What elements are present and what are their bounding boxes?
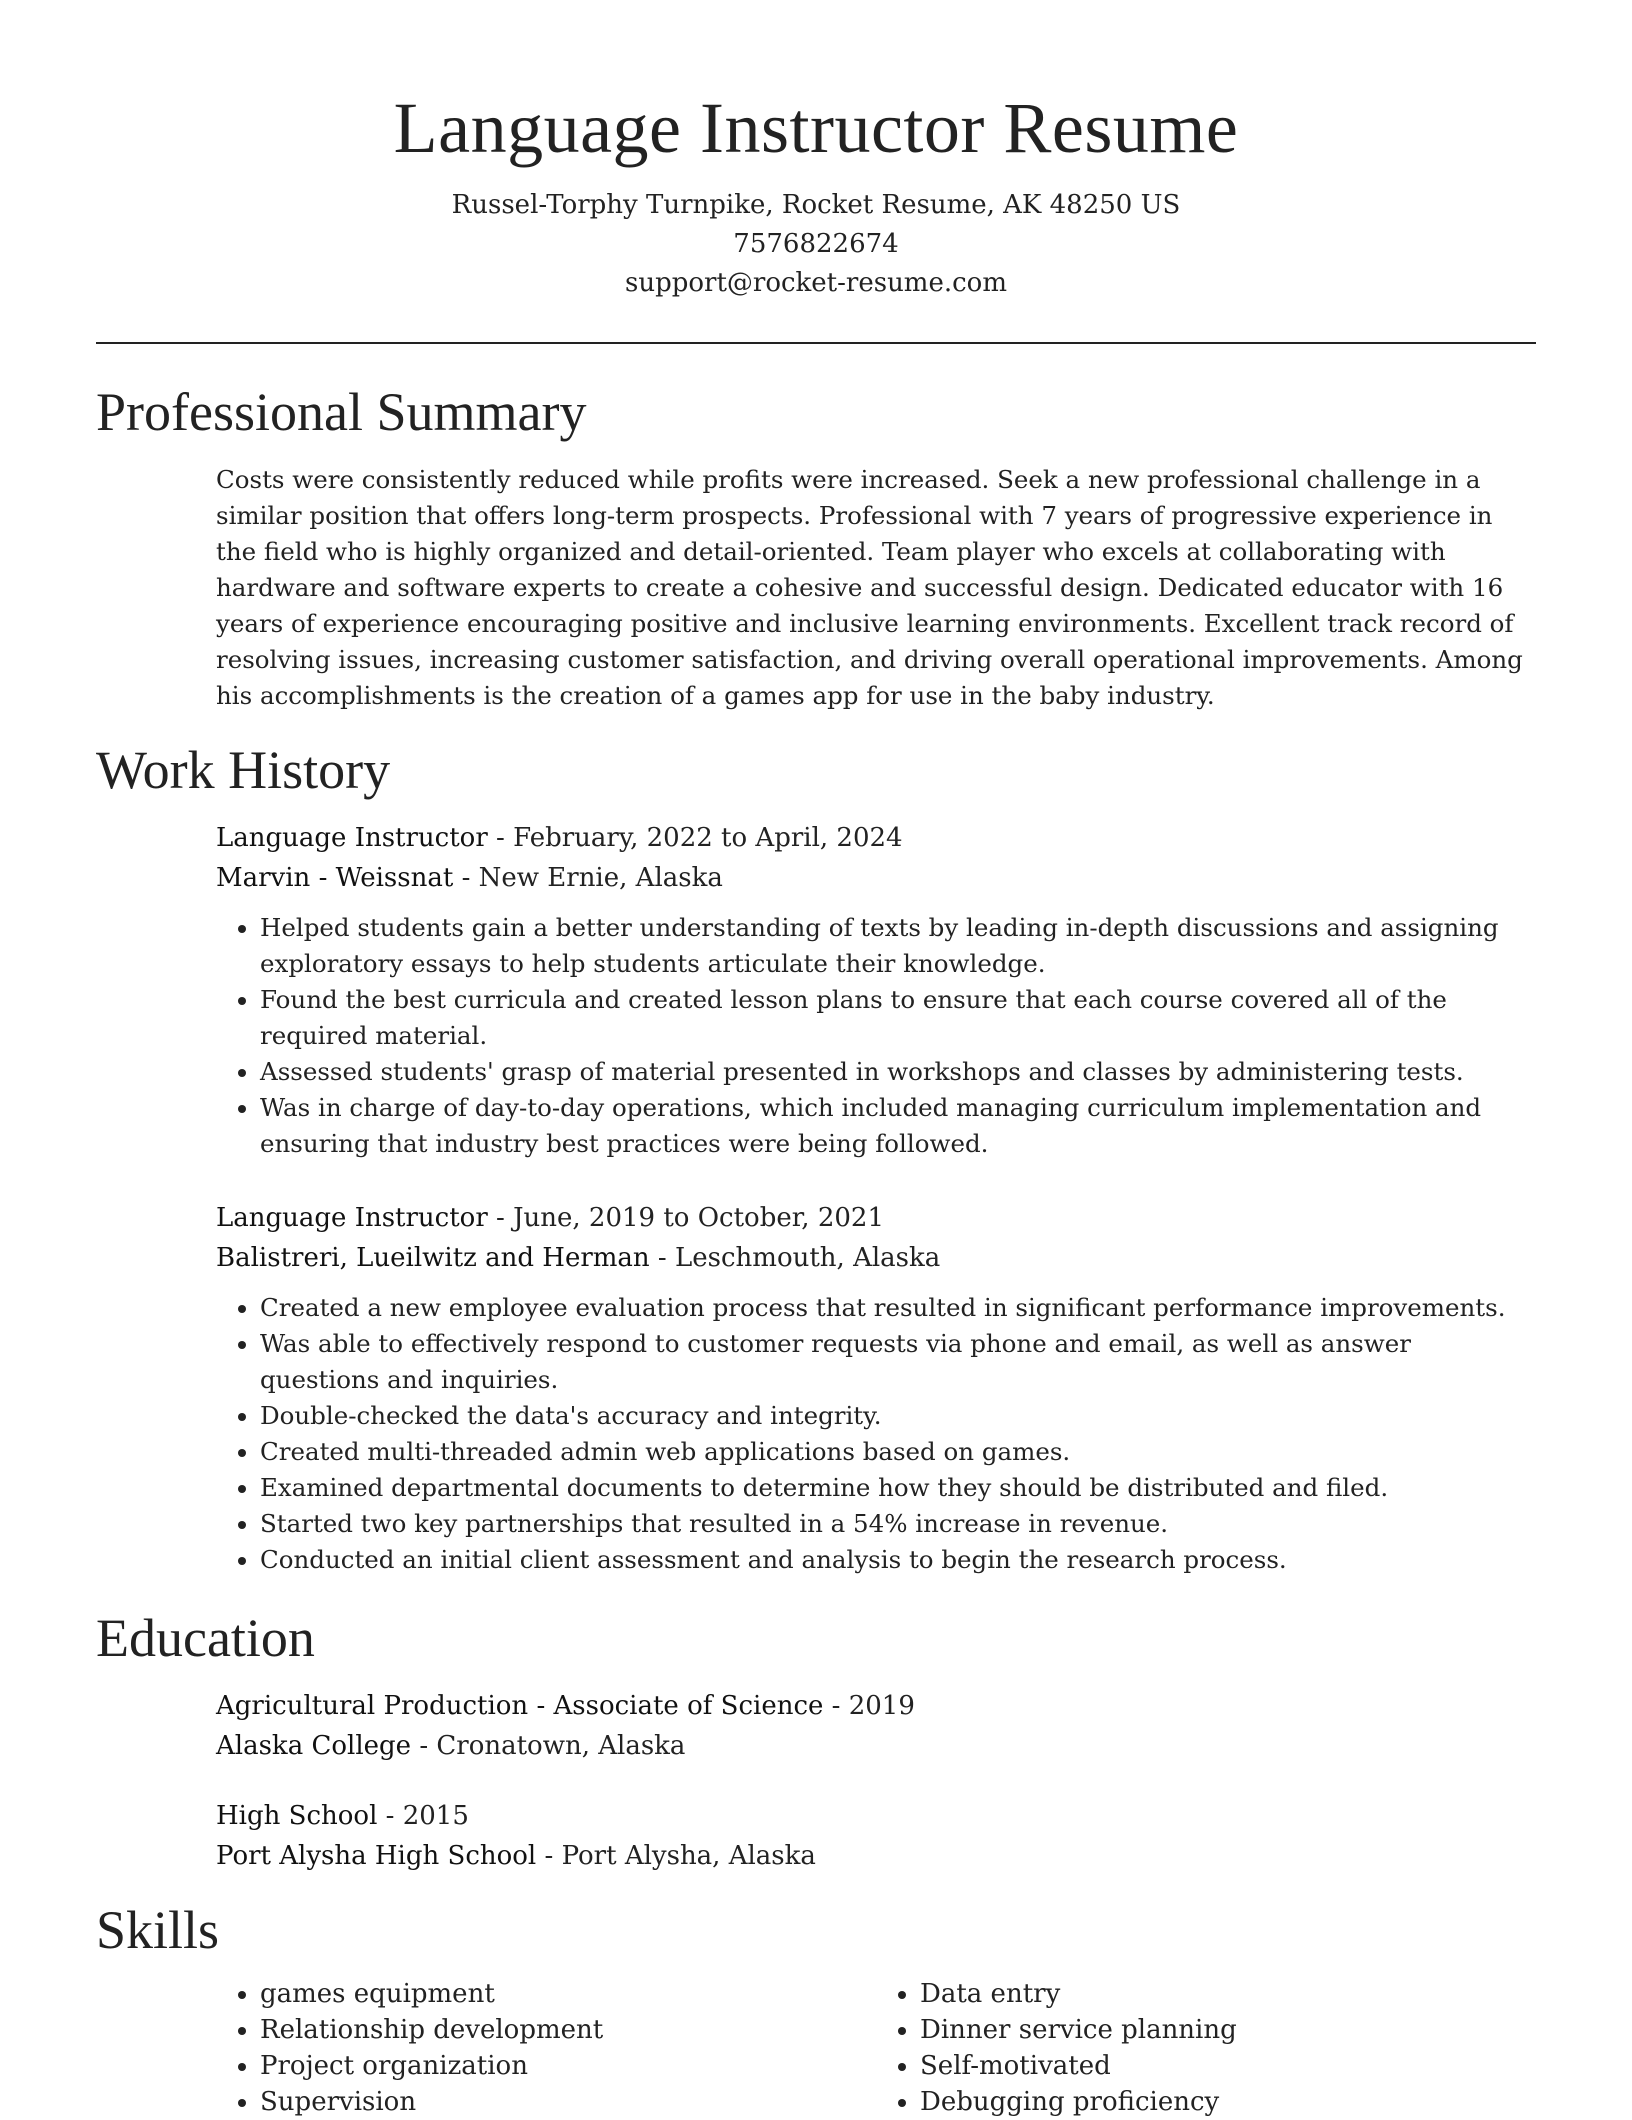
- education-school-line: [216, 1836, 1536, 1876]
- job-bullet: • Assessed students' grasp of material presented in workshops and classes by administering tests.: [260, 1054, 1536, 1090]
- education-school: Alaska College: [216, 1731, 412, 1761]
- skill-item: • Debugging proficiency: [920, 2084, 1536, 2120]
- education-school-line: [216, 1726, 1536, 1766]
- skill-item: • Self-motivated: [920, 2048, 1536, 2084]
- education-location: - Port Alysha, Alaska: [536, 1841, 816, 1871]
- skills-column-right: [876, 1976, 1536, 2120]
- page-title: Language Instructor Resume: [393, 88, 1239, 168]
- skill-item: • Supervision: [260, 2084, 876, 2120]
- education-heading: Education: [96, 1608, 315, 1668]
- job-bullets: [216, 910, 1536, 1162]
- job-bullet: • Found the best curricula and created lesson plans to ensure that each course covered all of the required material.: [260, 982, 1536, 1054]
- education-year: - 2019: [823, 1691, 915, 1721]
- education-degree-line: [216, 1796, 1536, 1836]
- skills-list: [216, 1976, 1536, 2120]
- work-history-heading: Work History: [96, 740, 391, 800]
- education-field: Agricultural Production - Associate of Science: [216, 1691, 824, 1721]
- header-divider: [96, 342, 1536, 344]
- education-entry: [216, 1796, 1536, 1876]
- job-company-line: [216, 1238, 1536, 1278]
- skill-item: • Relationship development: [260, 2012, 876, 2048]
- education-degree-line: [216, 1686, 1536, 1726]
- job-dates: - June, 2019 to October, 2021: [487, 1203, 885, 1233]
- education-field: High School: [216, 1801, 378, 1831]
- job-bullet: • Was in charge of day-to-day operations, which included managing curriculum implementation and ensuring that industry best practices were being followed.: [260, 1090, 1536, 1162]
- job-bullet: • Examined departmental documents to determine how they should be distributed and filed.: [260, 1470, 1536, 1506]
- job-entry: [216, 1198, 1536, 1578]
- job-dates: - February, 2022 to April, 2024: [487, 823, 903, 853]
- job-title: Language Instructor: [216, 823, 488, 853]
- job-company: Marvin - Weissnat: [216, 863, 454, 893]
- summary-block: [216, 462, 1536, 714]
- skill-item: • Project organization: [260, 2048, 876, 2084]
- job-location: - Leschmouth, Alaska: [649, 1243, 941, 1273]
- job-bullet: • Started two key partnerships that resulted in a 54% increase in revenue.: [260, 1506, 1536, 1542]
- job-title-line: [216, 818, 1536, 858]
- job-bullet: • Conducted an initial client assessment and analysis to begin the research process.: [260, 1542, 1536, 1578]
- education-year: - 2015: [377, 1801, 469, 1831]
- job-bullet: • Double-checked the data's accuracy and integrity.: [260, 1398, 1536, 1434]
- education-entry: [216, 1686, 1536, 1766]
- job-company-line: [216, 858, 1536, 898]
- job-title: Language Instructor: [216, 1203, 488, 1233]
- skills-column-left: [216, 1976, 876, 2120]
- job-location: - New Ernie, Alaska: [453, 863, 723, 893]
- job-bullet: • Created multi-threaded admin web applications based on games.: [260, 1434, 1536, 1470]
- skills-heading: Skills: [96, 1900, 220, 1960]
- education-school: Port Alysha High School: [216, 1841, 537, 1871]
- skill-item: • Data entry: [920, 1976, 1536, 2012]
- education-location: - Cronatown, Alaska: [411, 1731, 686, 1761]
- email-text: support@rocket-resume.com: [624, 268, 1007, 298]
- job-title-line: [216, 1198, 1536, 1238]
- job-entry: [216, 818, 1536, 1162]
- job-bullet: • Helped students gain a better understanding of texts by leading in-depth discussions and assigning exploratory essays to help students articulate their knowledge.: [260, 910, 1536, 982]
- job-bullet: • Was able to effectively respond to customer requests via phone and email, as well as answer questions and inquiries.: [260, 1326, 1536, 1398]
- summary-text: Costs were consistently reduced while profits were increased. Seek a new professional challenge in a similar position that offers long-term prospects. Professional with 7 years of progressive experience in the field who is highly organized and detail-oriented. Team player who excels at collaborating with hardware and software experts to create a cohesive and successful design. Dedicated educator with 16 years of experience encouraging positive and inclusive learning environments. Excellent track record of resolving issues, increasing customer satisfaction, and driving overall operational improvements. Among his accomplishments is the creation of a games app for use in the baby industry.: [216, 465, 1523, 710]
- skill-item: • Dinner service planning: [920, 2012, 1536, 2048]
- skill-item: • games equipment: [260, 1976, 876, 2012]
- summary-heading: Professional Summary: [96, 382, 587, 442]
- job-company: Balistreri, Lueilwitz and Herman: [216, 1243, 650, 1273]
- phone-text: 7576822674: [733, 229, 899, 259]
- resume-header: [96, 80, 1536, 303]
- address-text: Russel-Torphy Turnpike, Rocket Resume, AK 48250 US: [451, 190, 1181, 220]
- job-bullet: • Created a new employee evaluation process that resulted in significant performance improvements.: [260, 1290, 1536, 1326]
- job-bullets: [216, 1290, 1536, 1578]
